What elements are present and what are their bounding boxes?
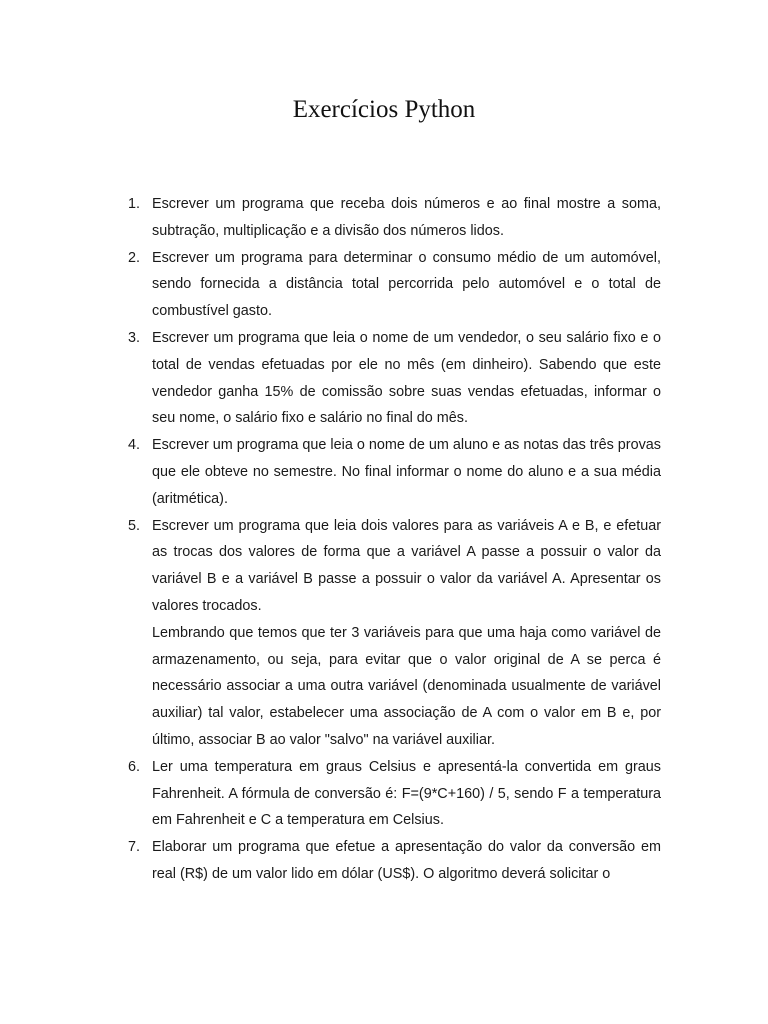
exercise-item-3 bbox=[124, 325, 661, 432]
exercise-number: 4. bbox=[128, 437, 141, 454]
exercise-body bbox=[152, 245, 661, 325]
exercise-text: Escrever um programa que leia o nome de um vendedor, o seu salário fixo e o total de vendas efetuadas por ele no mês (em dinheiro). Sabendo que este vendedor ganha 15% de comissão sobre suas vendas efetuadas, informar o seu nome, o salário fixo e salário no final do mês. bbox=[152, 329, 661, 427]
exercise-body bbox=[152, 191, 661, 245]
exercise-text: Escrever um programa que receba dois números e ao final mostre a soma, subtração, multiplicação e a divisão dos números lidos. bbox=[152, 196, 661, 239]
exercise-body bbox=[152, 754, 661, 834]
exercise-number: 2. bbox=[128, 249, 141, 266]
exercise-list bbox=[124, 191, 661, 888]
exercise-item-7 bbox=[124, 834, 661, 888]
exercise-body bbox=[152, 325, 661, 432]
exercise-body bbox=[152, 432, 661, 512]
exercise-item-5 bbox=[124, 513, 661, 754]
exercise-item-2 bbox=[124, 245, 661, 325]
exercise-body bbox=[152, 513, 661, 754]
exercise-item-1 bbox=[124, 191, 661, 245]
exercise-text: Escrever um programa para determinar o consumo médio de um automóvel, sendo fornecida a distância total percorrida pelo automóvel e o total de combustível gasto. bbox=[152, 249, 661, 320]
exercise-text: Escrever um programa que leia o nome de um aluno e as notas das três provas que ele obteve no semestre. No final informar o nome do aluno e a sua média (aritmética). bbox=[152, 437, 661, 507]
exercise-note: Lembrando que temos que ter 3 variáveis para que uma haja como variável de armazenamento, ou seja, para evitar que o valor original de A se perca é necessário associar a uma outra variável (denominada usualmente de variável auxiliar) tal valor, estabelecer uma associação de A com o valor em B e, por último, associar B ao valor "salvo" na variável auxiliar. bbox=[152, 624, 661, 748]
exercise-item-4 bbox=[124, 432, 661, 512]
exercise-number: 6. bbox=[128, 758, 141, 775]
exercise-number: 1. bbox=[128, 196, 141, 212]
exercise-text: Elaborar um programa que efetue a apresentação do valor da conversão em real (R$) de um valor lido em dólar (US$). O algoritmo deverá solicitar o bbox=[152, 839, 661, 882]
exercise-text: Escrever um programa que leia dois valores para as variáveis A e B, e efetuar as trocas dos valores de forma que a variável A passe a possuir o valor da variável B e a variável B passe a possuir o valor da variável A. Apresentar os valores trocados. bbox=[152, 517, 661, 614]
exercise-item-6 bbox=[124, 754, 661, 834]
exercise-number: 5. bbox=[128, 517, 141, 534]
page-title: Exercícios Python bbox=[292, 96, 476, 123]
exercise-number: 7. bbox=[128, 839, 141, 856]
exercise-body bbox=[152, 834, 661, 888]
exercise-text: Ler uma temperatura em graus Celsius e apresentá-la convertida em graus Fahrenheit. A fórmula de conversão é: F=(9*C+160) / 5, sendo F a temperatura em Fahrenheit e C a temperatura em Celsius. bbox=[152, 758, 661, 829]
exercise-number: 3. bbox=[128, 329, 141, 346]
